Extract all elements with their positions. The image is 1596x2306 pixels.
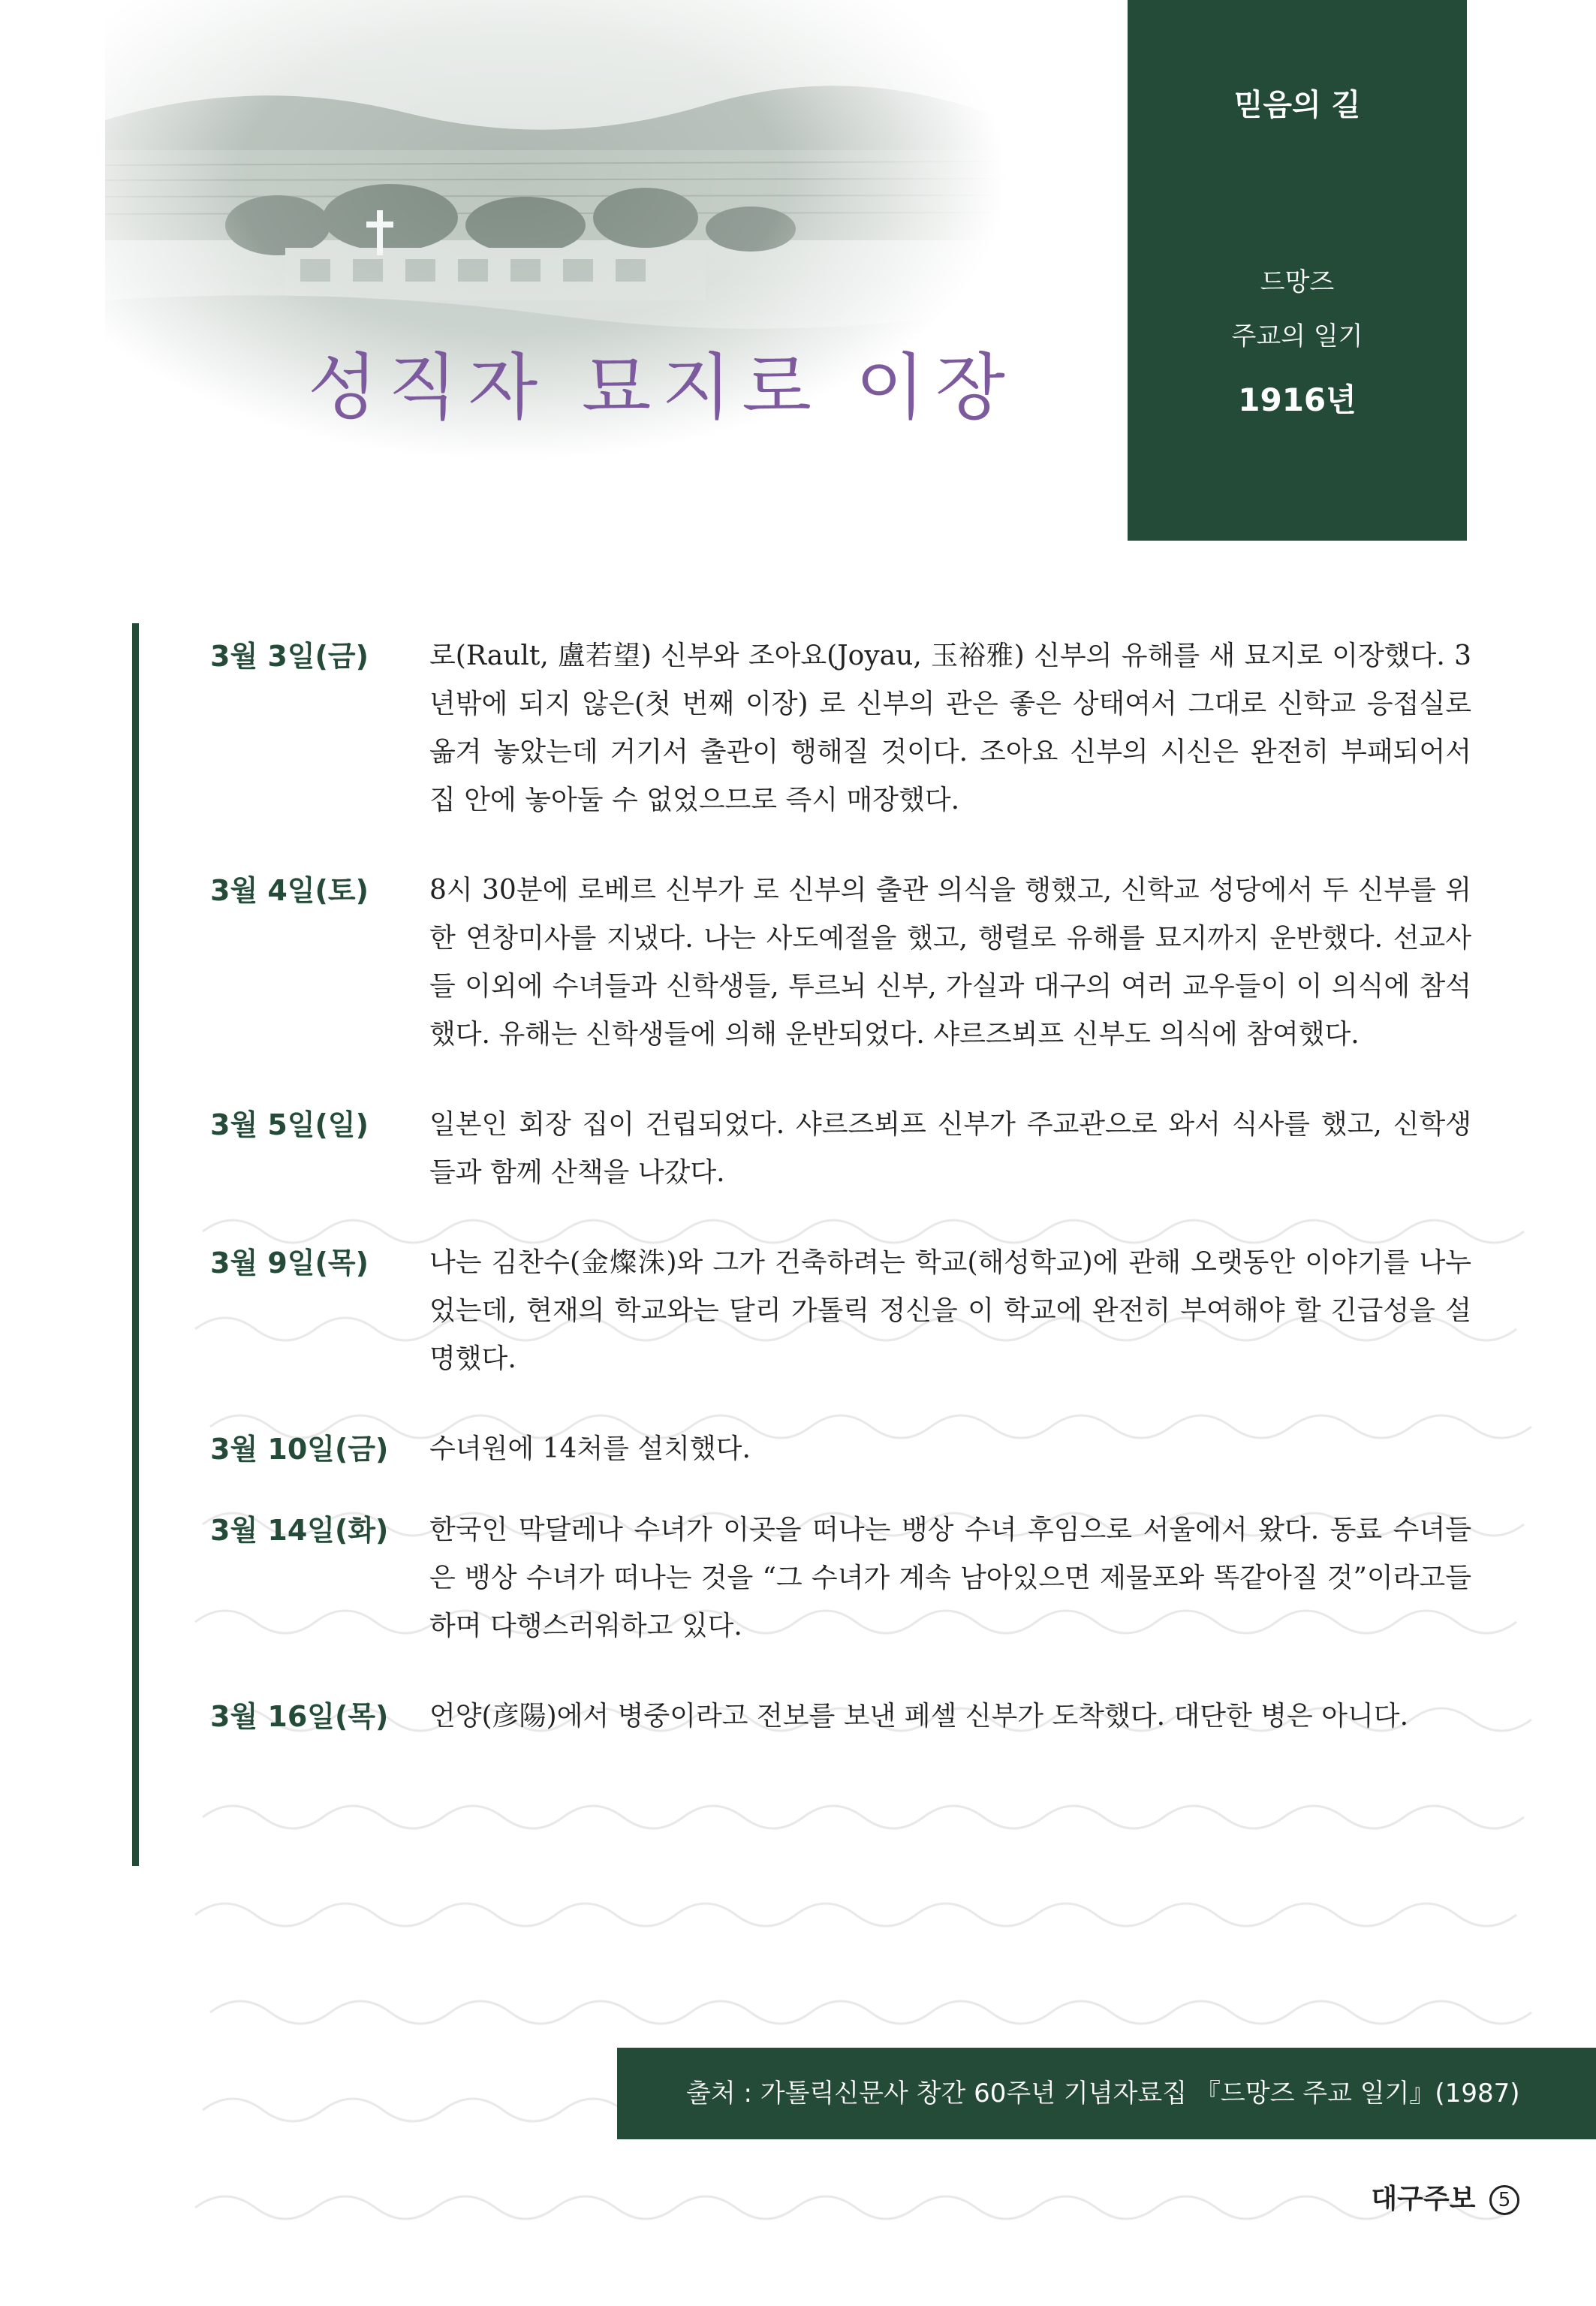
diary-entry [210, 1425, 1471, 1473]
entry-text: 한국인 막달레나 수녀가 이곳을 떠나는 뱅상 수녀 후임으로 서울에서 왔다. 동료 수녀들은 뱅상 수녀가 떠나는 것을 “그 수녀가 계속 남아있으면 제물포와 똑같아질 것”이라고들 하며 다행스러워하고 있다. [429, 1515, 1471, 1641]
entry-text: 8시 30분에 로베르 신부가 로 신부의 출관 의식을 행했고, 신학교 성당에서 두 신부를 위한 연창미사를 지냈다. 나는 사도예절을 했고, 행렬로 유해를 묘지까지 운반했다. 선교사들 이외에 수녀들과 신학생들, 투르뇌 신부, 가실과 대구의 여러 교우들이 이 의식에 참석했다. 유해는 신학생들에 의해 운반되었다. 샤르즈뵈프 신부도 의식에 참여했다. [429, 875, 1471, 1050]
entry-date: 3월 5일(일) [210, 1108, 369, 1141]
series-subtitle-line1: 드망즈 [1260, 267, 1335, 297]
cemetery-photo [105, 0, 1006, 511]
diary-entry [210, 632, 1471, 824]
series-box [1128, 0, 1467, 541]
diary-entry [210, 1506, 1471, 1650]
entry-date: 3월 9일(목) [210, 1246, 369, 1280]
series-label: 믿음의 길 [1233, 88, 1361, 122]
entry-date: 3월 16일(목) [210, 1700, 389, 1733]
entry-text: 수녀원에 14처를 설치했다. [429, 1433, 751, 1464]
series-subtitle-line2: 주교의 일기 [1231, 321, 1363, 351]
entry-text: 나는 김찬수(金燦洙)와 그가 건축하려는 학교(해성학교)에 관해 오랫동안 이야기를 나누었는데, 현재의 학교와는 달리 가톨릭 정신을 이 학교에 완전히 부여해야 할 긴급성을 설명했다. [429, 1247, 1471, 1374]
entry-date: 3월 10일(금) [210, 1433, 389, 1466]
entry-text: 로(Rault, 盧若望) 신부와 조아요(Joyau, 玉裕雅) 신부의 유해를 새 묘지로 이장했다. 3년밖에 되지 않은(첫 번째 이장) 로 신부의 관은 좋은 상태여서 그대로 신학교 응접실로 옮겨 놓았는데 거기서 출관이 행해질 것이다. 조아요 신부의 시신은 완전히 부패되어서 집 안에 놓아둘 수 없었으므로 즉시 매장했다. [429, 641, 1471, 815]
diary-entry [210, 867, 1471, 1059]
left-accent-rule [132, 623, 139, 1866]
entry-date: 3월 3일(금) [210, 640, 369, 673]
entry-text: 일본인 회장 집이 건립되었다. 샤르즈뵈프 신부가 주교관으로 와서 식사를 했고, 신학생들과 함께 산책을 나갔다. [429, 1109, 1471, 1188]
series-year: 1916년 [1238, 381, 1357, 418]
page-title: 성직자 묘지로 이장 [308, 345, 1016, 430]
source-citation: 출처 : 가톨릭신문사 창간 60주년 기념자료집 『드망즈 주교 일기』(1987) [617, 2048, 1596, 2139]
diary-entries [210, 632, 1471, 1741]
publication-name: 대구주보 [1371, 2184, 1476, 2214]
page-footer [1371, 2178, 1519, 2216]
page-number: 5 [1489, 2185, 1519, 2215]
diary-entry [210, 1693, 1471, 1741]
diary-entry [210, 1239, 1471, 1383]
entry-date: 3월 14일(화) [210, 1514, 389, 1547]
diary-entry [210, 1101, 1471, 1197]
entry-text: 언양(彦陽)에서 병중이라고 전보를 보낸 페셀 신부가 도착했다. 대단한 병은 아니다. [429, 1701, 1409, 1732]
entry-date: 3월 4일(토) [210, 874, 369, 907]
